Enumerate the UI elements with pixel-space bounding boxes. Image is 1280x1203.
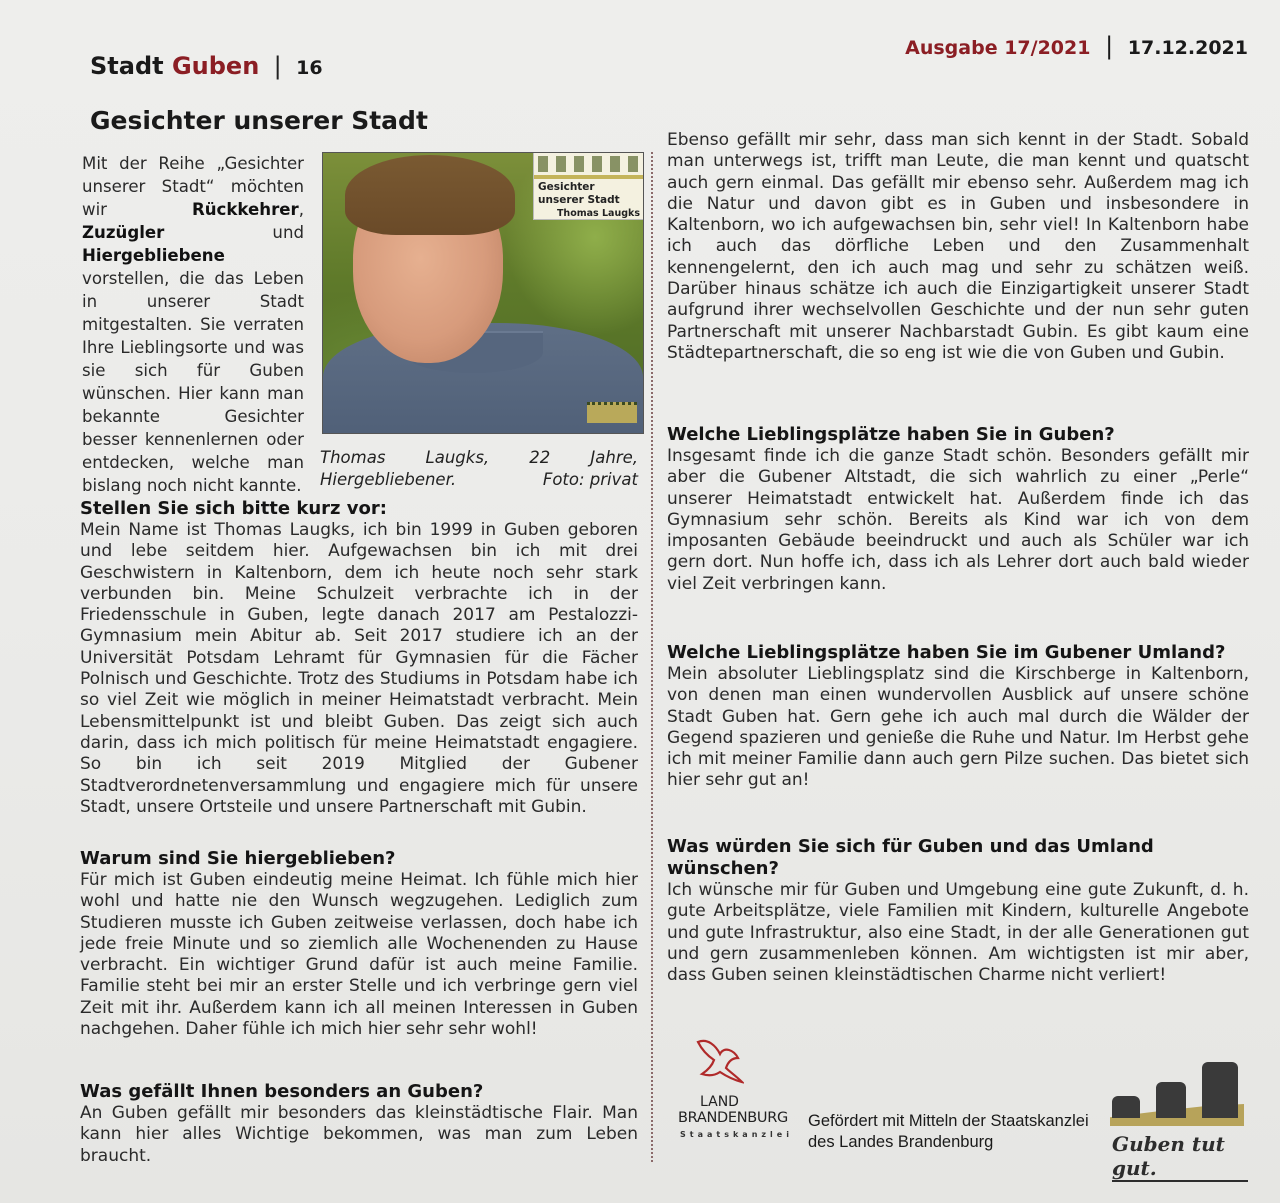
badge-towers-icon xyxy=(538,156,640,172)
section-body: Ebenso gefällt mir sehr, dass man sich kennt in der Stadt. Sobald man unterwegs ist, trifft man Leute, die man kennt und quatscht auch gern einmal. Das gefällt mir ebenso sehr. Außerdem mag ich die Natur und davon gibt es in Guben und insbesondere in Kaltenborn, wo ich aufgewachsen bin, sehr viel! In Kaltenborn habe ich auch das dörfliche Leben und den Zusammenhalt kennengelernt, den ich auch mag und sehr zu schätzen weiß. Darüber hinaus schätze ich auch die Einzigartigkeit unserer Stadt aufgrund ihrer wechselvollen Geschichte und der nun sehr guten Partnerschaft mit unserer Nachbarstadt Gubin. Es gibt kaum eine Städtepartnerschaft, die so eng ist wie die von Guben und Gubin. xyxy=(667,130,1249,363)
portrait-photo xyxy=(322,152,644,434)
photo-badge xyxy=(533,153,644,220)
paper-name-city: Guben xyxy=(171,52,260,80)
issue-info xyxy=(905,32,1248,60)
intro-text-1: Mit der Reihe „Gesichter unserer Stadt“ möchten wir xyxy=(82,154,304,219)
eagle-icon xyxy=(694,1036,744,1084)
logo-slogan: Guben tut gut. xyxy=(1112,1132,1248,1182)
section-what-like xyxy=(80,1081,638,1167)
badge-name: Thomas Laugks xyxy=(556,208,640,219)
section-body: Insgesamt finde ich die ganze Stadt schön. Besonders gefällt mir aber die Gubener Altstadt, die sich wahrlich zu einer „Perle“ unserer Heimatstadt entwickelt hat. Außerdem finde ich das Gymnasium sehr schön. Bereits als Kind war ich von dem imposanten Gebäude beeindruckt und auch als Schüler war ich gern dort. Nun hoffe ich, dass ich als Lehrer dort auch bald wieder viel Zeit verbringen kann. xyxy=(667,446,1249,594)
section-heading: Stellen Sie sich bitte kurz vor: xyxy=(80,498,387,519)
badge-title: Gesichter unserer Stadt xyxy=(538,181,620,206)
paper-header xyxy=(90,52,323,80)
intro-bold-1: Rückkehrer xyxy=(191,200,299,219)
section-why-stayed xyxy=(80,848,638,1040)
section-wishes xyxy=(667,836,1249,986)
photo-corner-logo-icon xyxy=(587,402,637,423)
intro-bold-3: Hiergebliebene xyxy=(82,246,225,265)
section-body: Mein Name ist Thomas Laugks, ich bin 1999 in Guben geboren und lebe seitdem hier. Aufgewachsen bin ich mit drei Geschwistern in Kaltenborn, dem ich heute noch sehr stark verbunden bin. Meine Schulzeit verbrachte ich in der Friedensschule in Guben, legte danach 2017 am Pestalozzi-Gymnasium mein Abitur ab. Seit 2017 studiere ich an der Universität Potsdam Lehramt für Gymnasien für die Fächer Polnisch und Geschichte. Trotz des Studiums in Potsdam habe ich so viel Zeit wie möglich in meiner Heimatstadt verbracht. Mein Lebensmittelpunkt ist und bleibt Guben. Das zeigt sich auch darin, dass ich mich politisch für meine Heimatstadt engagiere. So bin ich seit 2019 Mitglied der Gubener Stadtverordnetenversammlung und engagiere mich für unsere Stadt, unsere Ortsteile und unsere Partnerschaft mit Gubin. xyxy=(80,520,638,817)
intro-comma: , xyxy=(298,200,304,219)
issue-number: Ausgabe 17/2021 xyxy=(905,37,1091,59)
caption-text: Thomas Laugks, 22 Jahre, Hiergebliebener. xyxy=(320,448,638,489)
funding-line-1: Gefördert mit Mitteln der Staatskanzlei xyxy=(808,1112,1089,1130)
intro-bold-2: Zuzügler xyxy=(82,223,165,242)
section-body: Ich wünsche mir für Guben und Umgebung eine gute Zukunft, d. h. gute Arbeitsplätze, viele Familien mit Kindern, kulturelle Angebote und gute Infrastruktur, also eine Stadt, in der alle Generationen gut und gern zusammenleben können. Am wichtigsten ist mir aber, dass Guben seinen kleinstädtischen Charme nicht verliert! xyxy=(667,880,1249,986)
issue-separator: | xyxy=(1105,32,1114,60)
section-continued xyxy=(667,130,1249,364)
section-favorite-places-surroundings xyxy=(667,642,1249,792)
column-divider xyxy=(651,152,653,1162)
intro-and: und xyxy=(164,223,304,242)
header-separator: | xyxy=(273,52,282,80)
section-heading: Welche Lieblingsplätze haben Sie im Gubener Umland? xyxy=(667,642,1226,663)
logo-staatskanzlei-text: Staatskanzlei xyxy=(680,1130,793,1139)
caption-credit: Foto: privat xyxy=(542,470,638,489)
section-body: An Guben gefällt mir besonders das kleinstädtische Flair. Man kann hier alles Wichtige bekommen, was man zum Leben braucht. xyxy=(80,1103,638,1166)
article-intro xyxy=(82,152,304,497)
page-number: 16 xyxy=(296,57,323,79)
article-title: Gesichter unserer Stadt xyxy=(90,106,428,135)
section-heading: Was gefällt Ihnen besonders an Guben? xyxy=(80,1081,484,1102)
section-heading: Warum sind Sie hiergeblieben? xyxy=(80,848,396,869)
intro-text-2: vorstellen, die das Leben in unserer Stadt mitgestalten. Sie verraten Ihre Lieblingsorte und was sie sich für Guben wünschen. Hier kann man bekannte Gesichter besser kennenlernen oder entdecken, welche man bislang noch nicht kannte. xyxy=(82,269,304,495)
photo-caption xyxy=(320,447,638,491)
section-heading: Welche Lieblingsplätze haben Sie in Guben? xyxy=(667,424,1115,445)
logo-brandenburg-text: BRANDENBURG xyxy=(678,1110,788,1126)
section-heading: Was würden Sie sich für Guben und das Umland wünschen? xyxy=(667,836,1154,879)
section-favorite-places-city xyxy=(667,424,1249,595)
logo-land-text: LAND xyxy=(700,1094,739,1110)
logo-tower-icon xyxy=(1112,1096,1140,1118)
brandenburg-logo xyxy=(676,1036,796,1156)
logo-tower-icon xyxy=(1202,1062,1238,1118)
funding-line-2: des Landes Brandenburg xyxy=(808,1133,994,1151)
section-intro xyxy=(80,498,638,818)
issue-date: 17.12.2021 xyxy=(1127,37,1248,59)
photo-hair xyxy=(345,155,515,235)
section-body: Mein absoluter Lieblingsplatz sind die Kirschberge in Kaltenborn, von denen man einen wundervollen Ausblick auf unsere schöne Stadt Guben hat. Gern gehe ich auch mal durch die Wälder der Gegend spazieren und genieße die Ruhe und Natur. Im Herbst gehe ich mit meiner Familie dann auch gern Pilze suchen. Das bietet sich hier sehr gut an! xyxy=(667,664,1249,791)
paper-name-prefix: Stadt xyxy=(90,52,164,80)
section-body: Für mich ist Guben eindeutig meine Heimat. Ich fühle mich hier wohl und hatte nie den Wunsch wegzugehen. Lediglich zum Studieren musste ich Guben zeitweise verlassen, doch habe ich jede freie Minute und so ziemlich alle Wochenenden zu Hause verbracht. Ein wichtiger Grund dafür ist auch meine Familie. Familie steht bei mir an erster Stelle und ich verbringe gern viel Zeit mit ihr. Außerdem kann ich all meinen Interessen in Guben nachgehen. Daher fühle ich mich hier sehr sehr wohl! xyxy=(80,870,638,1040)
logo-tower-icon xyxy=(1156,1082,1186,1118)
funding-notice xyxy=(808,1111,1089,1153)
badge-stripe xyxy=(534,175,644,179)
guben-tut-gut-logo xyxy=(1108,1058,1248,1180)
